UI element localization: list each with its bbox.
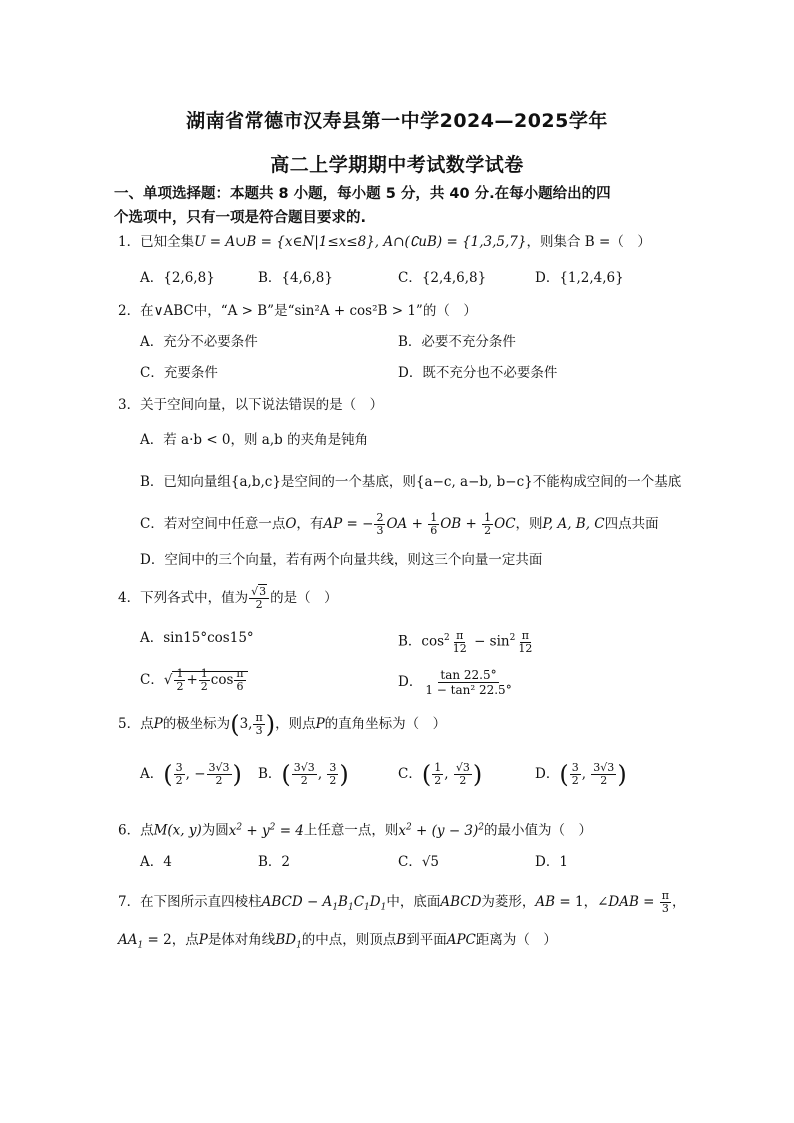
q6-option-b: B．2 <box>258 854 291 870</box>
q4b-frac-pi-12-a: $\frac{\pi}{12}$ <box>452 628 467 655</box>
q1-suffix: ，则集合 B =（ ） <box>526 234 651 250</box>
q4-option-c: C．√ $\frac{1}{2}$ + $\frac{1}{2}$ cos $\frac{\pi}{6}$ <box>140 668 248 693</box>
question-5-stem: 5．点P的极坐标为(3, $\frac{\pi}{3}$ )，则点P的直角坐标为（ ） <box>118 710 447 739</box>
q4d-fraction: $\frac{\tan 22.5^\circ}{\text{1 − tan² 22.5°}}$ <box>425 668 512 697</box>
q5-option-b: B．( $\frac{3√3}{2}$ , $\frac{3}{2}$ ) <box>258 760 349 789</box>
q3-option-c-prefix: C．若对空间中任意一点 <box>140 516 286 532</box>
q4-option-d <box>398 668 515 697</box>
q2-option-a: A．充分不必要条件 <box>140 334 258 350</box>
section-heading-line1: 一、单项选择题：本题共 8 小题，每小题 5 分，共 40 分.在每小题给出的四 <box>114 186 611 202</box>
q3c-vector-oa: OA <box>386 516 408 532</box>
q3-option-c-suffix: 四点共面 <box>604 516 659 532</box>
q4-option-d-label: D． <box>398 674 423 690</box>
q5-stem-end: 的直角坐标为（ ） <box>324 716 447 732</box>
q3-option-a: A．若 a·b < 0，则 a,b 的夹角是钝角 <box>140 432 369 448</box>
q4-stem-prefix: 4．下列各式中，值为 <box>118 590 249 606</box>
question-6-stem: 6．点M(x, y)为圆$x^2 + y^2 = 4$上任意一点，则$x^2 + (y - 3)^2$的最小值为（ ） <box>118 822 593 839</box>
q5-option-c: C．( $\frac{1}{2}$ , $\frac{√3}{2}$ ) <box>398 760 483 789</box>
q2-option-d: D．既不充分也不必要条件 <box>398 365 558 381</box>
q5-stem-mid: 的极坐标为 <box>162 716 231 732</box>
q6-option-d: D．1 <box>535 854 568 870</box>
q4-option-a: A．sin15°cos15° <box>140 630 254 646</box>
q3-option-c: C．若对空间中任意一点O，有AP = − $\frac{2}{3}$ OA + $\frac{1}{6}$ OB + $\frac{1}{2}$ OC，则P, A, B, C四点共面 <box>140 511 659 537</box>
question-1-stem <box>118 232 651 252</box>
q3c-vector-ob: OB <box>440 516 462 532</box>
question-7-line1: 7．在下图所示直四棱柱ABCD − $A_1B_1C_1D_1$中，底面ABCD为菱形，AB = 1，∠DAB = $\frac{\pi}{3}$ ， <box>118 889 686 915</box>
q4b-frac-pi-12-b: $\frac{\pi}{12}$ <box>518 628 533 655</box>
q1-option-d: D．{1,2,4,6} <box>535 270 624 286</box>
q3c-vector-oc: OC <box>494 516 516 532</box>
q3c-frac-2-3: $\frac{2}{3}$ <box>376 511 384 537</box>
q1-prefix: 1．已知全集 <box>118 234 195 250</box>
q5-stem-post: ，则点 <box>275 716 316 732</box>
q1-expression: U = A∪B = {x∈N|1≤x≤8}, A∩(∁uB) = {1,3,5,7} <box>194 234 527 250</box>
q4-value-sqrt3-over-2: $\frac{√3}{2}$ <box>249 586 269 611</box>
question-3-stem: 3．关于空间向量，以下说法错误的是（ ） <box>118 397 384 413</box>
q4-option-c-label: C． <box>140 672 164 688</box>
q3-option-b: B．已知向量组{a,b,c}是空间的一个基底，则{a−c, a−b, b−c}不能构成空间的一个基底 <box>140 474 682 490</box>
q1-option-a: A．{2,6,8} <box>140 270 215 286</box>
q4-option-b: B．$\cos^2$ $\frac{\pi}{12}$ − $\sin^2$ $\frac{\pi}{12}$ <box>398 628 533 655</box>
q4-option-b-label: B． <box>398 633 422 650</box>
q2-option-b: B．必要不充分条件 <box>398 334 516 350</box>
q3c-points: P, A, B, C <box>542 516 605 532</box>
q3c-vector-ap: AP <box>323 516 343 532</box>
q5-option-d: D．( $\frac{3}{2}$ , $\frac{3√3}{2}$ ) <box>535 760 627 789</box>
q3c-frac-1-2: $\frac{1}{2}$ <box>484 511 492 537</box>
q4c-radicand: $\frac{1}{2}$ + $\frac{1}{2}$ cos $\frac{\pi}{6}$ <box>172 671 247 688</box>
section-heading-line2: 个选项中，只有一项是符合题目要求的. <box>114 210 367 226</box>
q3c-frac-1-6: $\frac{1}{6}$ <box>430 511 438 537</box>
q6-option-a: A．4 <box>140 854 172 870</box>
q3-option-d: D．空间中的三个向量，若有两个向量共线，则这三个向量一定共面 <box>140 552 543 568</box>
question-2-stem: 2．在∨ABC中，“A > B”是“sin²A + cos²B > 1”的（ ） <box>118 303 477 319</box>
q4-stem-suffix: 的是（ ） <box>270 590 338 606</box>
q5-stem-prefix: 5．点 <box>118 716 154 732</box>
q1-option-c: C．{2,4,6,8} <box>398 270 487 286</box>
q6-option-c: C．√5 <box>398 854 440 870</box>
question-7-line2: $AA_1 = 2$，点P是体对角线$BD_1$的中点，则顶点B到平面APC距离为（ ） <box>118 932 557 951</box>
exam-title-line2: 高二上学期期中考试数学试卷 <box>270 154 524 176</box>
exam-title-line1: 湖南省常德市汉寿县第一中学2024—2025学年 <box>186 110 608 132</box>
question-4-stem <box>118 586 338 611</box>
q5-option-a: A．( $\frac{3}{2}$ , − $\frac{3√3}{2}$ ) <box>140 760 242 789</box>
q1-option-b: B．{4,6,8} <box>258 270 333 286</box>
q2-option-c: C．充要条件 <box>140 365 218 381</box>
q3c-point-o: O <box>285 516 297 532</box>
